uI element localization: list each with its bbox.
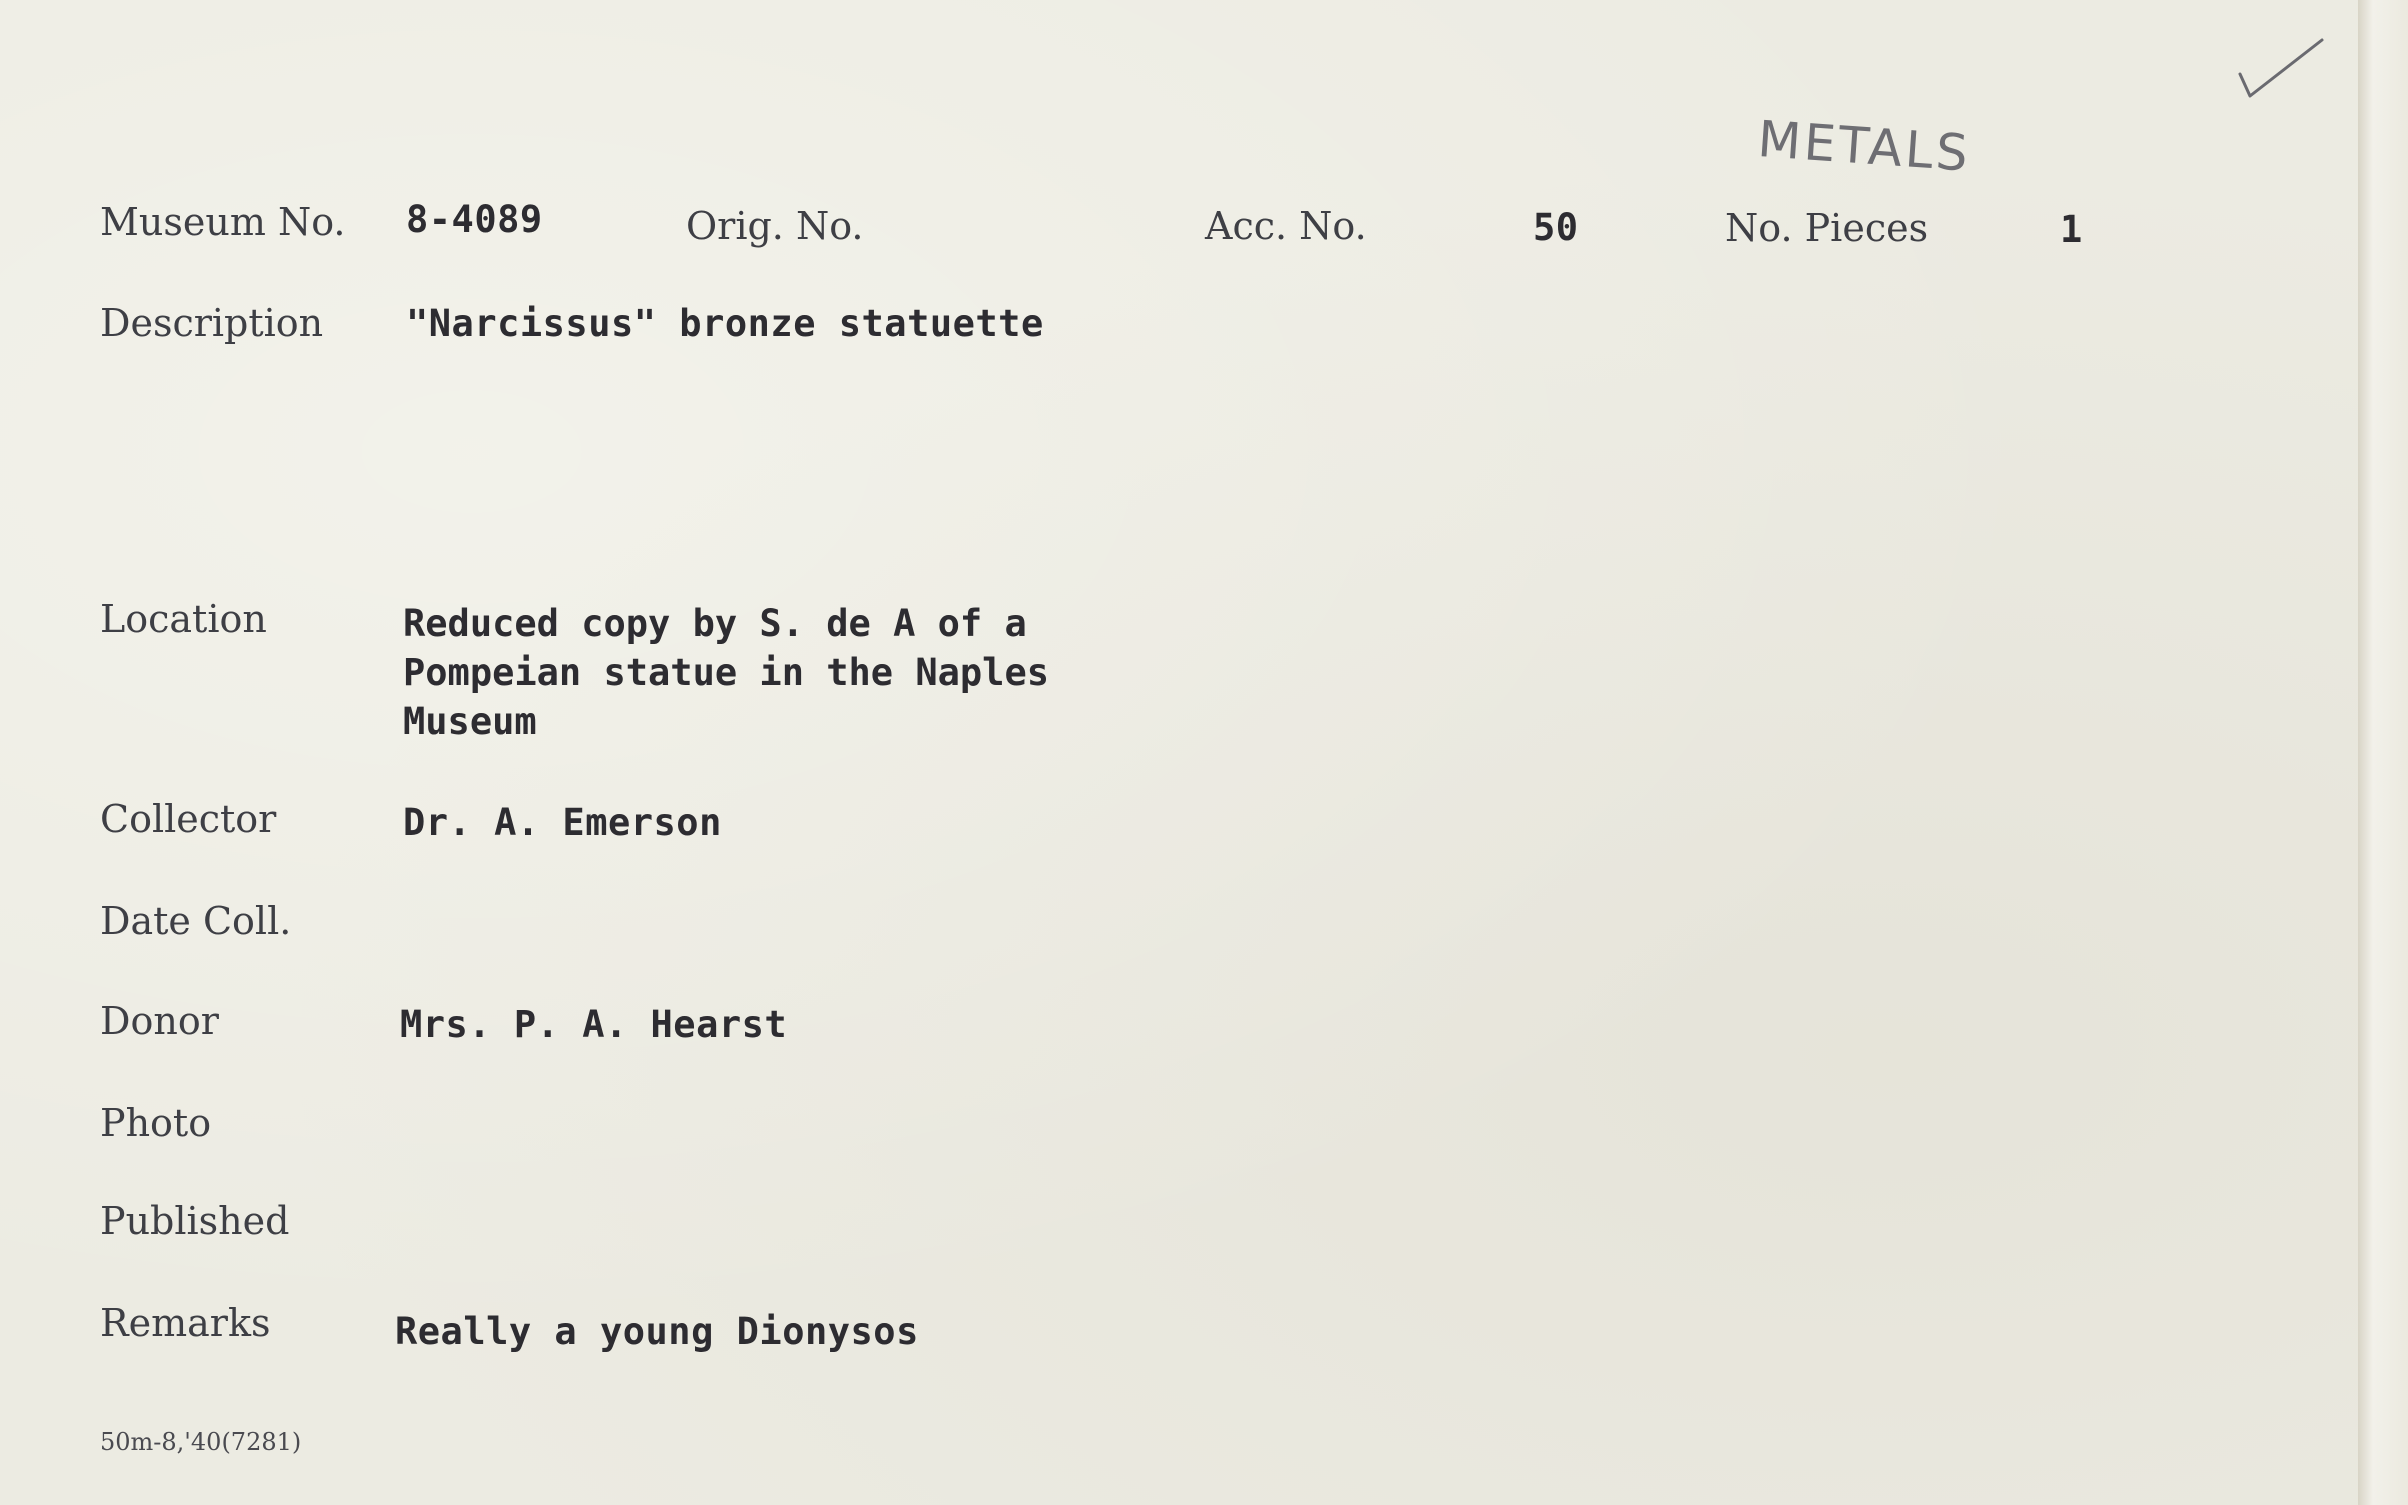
no-pieces-label: No. Pieces	[1725, 206, 1929, 250]
photo-label: Photo	[100, 1101, 212, 1145]
collector-label: Collector	[100, 797, 277, 841]
card-edge	[2358, 0, 2408, 1505]
museum-no-value: 8-4089	[406, 198, 543, 241]
location-label: Location	[100, 597, 267, 641]
description-label: Description	[100, 301, 324, 345]
checkmark-icon	[2236, 34, 2326, 104]
acc-no-value: 50	[1533, 206, 1579, 249]
location-line: Pompeian statue in the Naples	[403, 651, 1050, 694]
category-stamp: METALS	[1755, 110, 1973, 183]
acc-no-label: Acc. No.	[1205, 204, 1367, 248]
published-label: Published	[100, 1199, 290, 1243]
remarks-label: Remarks	[100, 1301, 271, 1345]
form-code: 50m-8,'40(7281)	[100, 1428, 302, 1456]
donor-value: Mrs. P. A. Hearst	[400, 1003, 788, 1046]
location-line: Museum	[403, 700, 537, 743]
donor-label: Donor	[100, 999, 219, 1043]
location-line: Reduced copy by S. de A of a	[403, 602, 1027, 645]
remarks-value: Really a young Dionysos	[395, 1310, 919, 1353]
date-coll-label: Date Coll.	[100, 899, 292, 943]
location-value	[403, 599, 1049, 746]
museum-no-label: Museum No.	[100, 200, 346, 244]
collector-value: Dr. A. Emerson	[403, 801, 722, 844]
orig-no-label: Orig. No.	[686, 204, 864, 248]
description-value: "Narcissus" bronze statuette	[406, 302, 1044, 345]
no-pieces-value: 1	[2060, 208, 2083, 251]
